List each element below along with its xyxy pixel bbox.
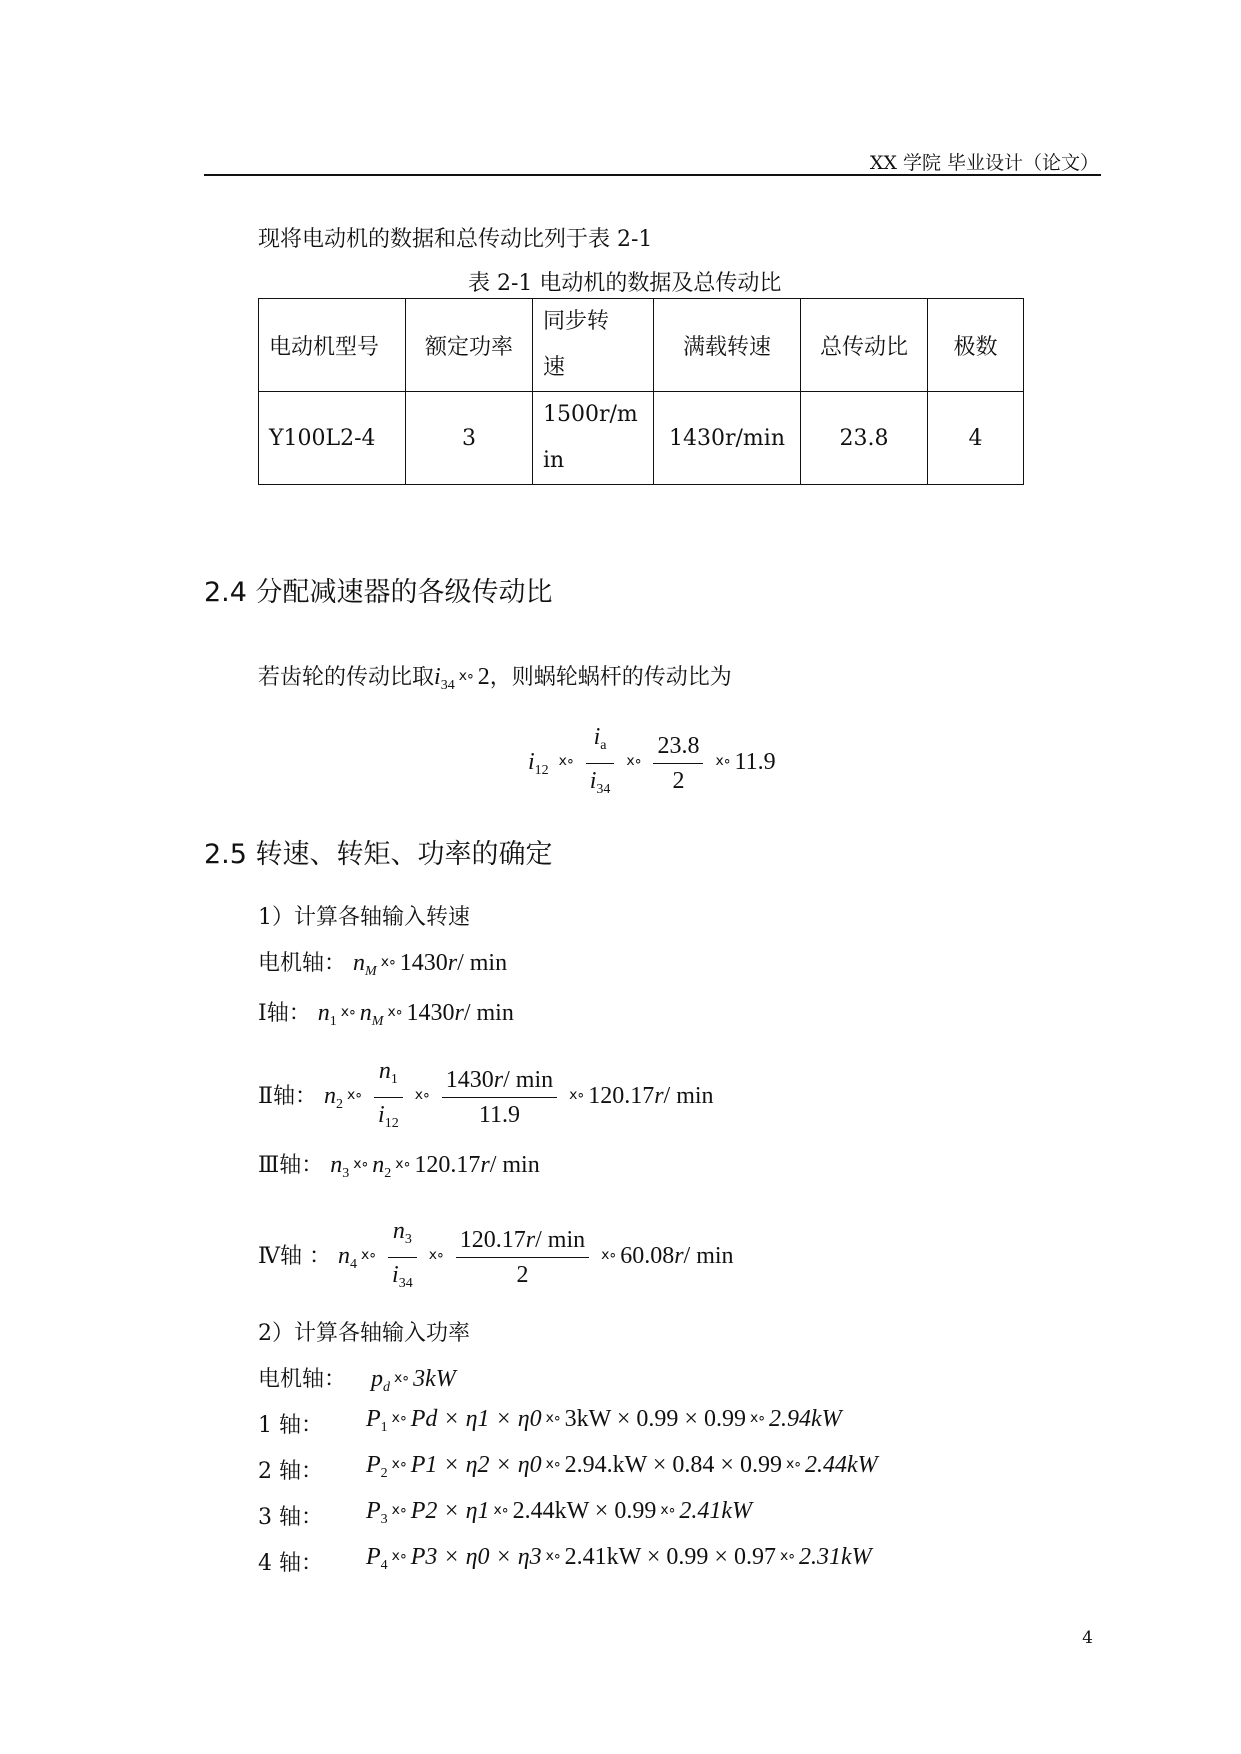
cell-ratio: 23.8 <box>801 392 928 485</box>
axis-2-fraction-2 <box>442 1065 557 1130</box>
sub-1: 1 <box>329 1014 337 1029</box>
table-caption: 表 2-1 电动机的数据及总传动比 <box>468 271 782 296</box>
unit-r: r <box>674 1243 684 1270</box>
page-number: 4 <box>1082 1628 1093 1648</box>
eq-mark: ⅹ∘ <box>558 754 574 770</box>
power-axis-label: 2 轴： <box>258 1459 323 1484</box>
speed-axis-3-line <box>258 1148 540 1182</box>
power-motor-value: 3kW <box>413 1366 456 1392</box>
eq-mark: ⅹ∘ <box>626 754 642 770</box>
power-lhs-sub: 1 <box>380 1420 388 1435</box>
eq-mark: ⅹ∘ <box>601 1248 617 1264</box>
power-result: 2.31kW <box>799 1544 872 1570</box>
cell-power: 3 <box>406 392 533 485</box>
speed-axis-1-value: 1430 <box>406 1000 455 1026</box>
sub-d: d <box>383 1380 391 1395</box>
eq-mark: ⅹ∘ <box>779 1549 796 1564</box>
speed-axis-2-formula <box>323 1058 714 1131</box>
speed-motor-value: 1430 <box>399 950 448 976</box>
cell-sync-line1: 1500r/m <box>543 402 638 427</box>
power-calc: 2.94.kW × 0.84 × 0.99 <box>564 1452 782 1478</box>
eq-mark: ⅹ∘ <box>660 1503 676 1518</box>
sub-2: 2 <box>335 1097 343 1113</box>
power-result: 2.44kW <box>805 1452 878 1478</box>
unit-r: r <box>447 950 458 976</box>
speed-axis-3-formula <box>330 1152 540 1181</box>
power-expr: P2 × η1 <box>410 1498 490 1524</box>
sub-3: 3 <box>342 1166 350 1181</box>
unit-min: / min <box>535 1227 586 1253</box>
unit-min: / min <box>489 1152 540 1178</box>
var-p: p <box>371 1366 384 1392</box>
power-motor-label: 电机轴： <box>258 1367 347 1392</box>
sub-2: 2 <box>384 1166 392 1181</box>
unit-r: r <box>454 1000 464 1026</box>
power-lhs: P <box>366 1498 381 1524</box>
unit-r: r <box>525 1227 536 1253</box>
cell-sync-line2: in <box>543 448 565 473</box>
eq-mark: ⅹ∘ <box>391 1411 407 1426</box>
power-axis-formula <box>366 1544 872 1574</box>
formula-lhs-sub: 12 <box>534 763 549 779</box>
axis-3-value: 120.17 <box>414 1152 481 1178</box>
speed-axis-1-label: Ⅰ轴： <box>258 1001 311 1026</box>
cell-poles: 4 <box>928 392 1024 485</box>
header-cell-ratio: 总传动比 <box>801 299 928 392</box>
eq-mark: ⅹ∘ <box>545 1457 561 1472</box>
ratio-inline-math: $i_{34}ⅹ\circ$ 2 <box>434 664 490 693</box>
axis-4-result: 60.08 <box>620 1243 675 1270</box>
power-result: 2.94kW <box>769 1406 842 1432</box>
power-axis-formula <box>366 1406 842 1436</box>
speed-motor-label: 电机轴： <box>258 951 347 976</box>
f2-den: 2 <box>672 768 685 794</box>
cell-full-load-speed: 1430r/min <box>654 392 801 485</box>
header-cell-poles: 极数 <box>928 299 1024 392</box>
eq-mark: ⅹ∘ <box>785 1457 802 1472</box>
axis-2-result: 120.17 <box>588 1083 655 1110</box>
header-cell-full-load-speed: 满载转速 <box>654 299 801 392</box>
header-cell-model: 电动机型号 <box>259 299 406 392</box>
var-n: n <box>330 1152 343 1178</box>
sub-M: M <box>365 964 377 979</box>
eq-mark: ⅹ∘ <box>391 1457 407 1472</box>
power-axis-2-line <box>258 1452 878 1485</box>
sub-4: 4 <box>349 1257 357 1273</box>
eq-mark: ⅹ∘ <box>380 955 396 970</box>
power-axis-3-line <box>258 1498 753 1531</box>
power-calc: 2.41kW × 0.99 × 0.97 <box>564 1544 776 1570</box>
axis-4-fraction-1 <box>388 1216 417 1299</box>
header-cell-power: 额定功率 <box>406 299 533 392</box>
axis-2-frac-num: 1430 <box>445 1067 494 1093</box>
intro-paragraph: 现将电动机的数据和总传动比列于表 2-1 <box>258 227 653 252</box>
power-expr: P3 × η0 × η3 <box>410 1544 542 1570</box>
power-lhs-sub: 4 <box>380 1558 388 1573</box>
speed-axis-4-formula <box>337 1218 734 1291</box>
unit-min: / min <box>457 950 508 976</box>
var-n: n <box>323 1083 336 1110</box>
eq-mark: ⅹ∘ <box>394 1371 410 1386</box>
unit-r: r <box>493 1067 504 1093</box>
power-calc: 3kW × 0.99 × 0.99 <box>564 1406 746 1432</box>
ratio-text-before: 若齿轮的传动比取 <box>258 665 435 690</box>
unit-r: r <box>654 1083 664 1110</box>
subheading-powers: 2）计算各轴输入功率 <box>258 1321 470 1346</box>
eq-mark: ⅹ∘ <box>493 1503 509 1518</box>
f1-num-sub: a <box>600 738 607 753</box>
power-calc: 2.44kW × 0.99 <box>512 1498 657 1524</box>
unit-min: / min <box>503 1067 554 1093</box>
power-lhs: P <box>366 1452 381 1478</box>
power-lhs: P <box>366 1406 381 1432</box>
power-lhs-sub: 3 <box>380 1512 388 1527</box>
eq-mark: ⅹ∘ <box>360 1248 377 1264</box>
section-2-5-title: 2.5 转速、转矩、功率的确定 <box>204 839 553 870</box>
power-lhs: P <box>366 1544 381 1570</box>
power-axis-label: 4 轴： <box>258 1551 323 1576</box>
unit-min: / min <box>683 1243 734 1270</box>
var-n: n <box>392 1218 405 1244</box>
ratio-fraction-1 <box>586 722 615 805</box>
header-rule <box>204 174 1101 176</box>
sub-M: M <box>371 1014 384 1029</box>
ratio-fraction-2 <box>653 731 703 796</box>
ratio-formula <box>528 722 776 805</box>
motor-data-table <box>258 298 1024 485</box>
eq-mark: ⅹ∘ <box>387 1005 403 1020</box>
ratio-text-after: ，则蜗轮蜗杆的传动比为 <box>489 665 732 690</box>
var-n: n <box>372 1152 385 1178</box>
speed-motor-line <box>258 946 507 980</box>
power-motor-formula <box>371 1366 456 1395</box>
unit-min: / min <box>463 1000 514 1026</box>
sub-12: 12 <box>384 1116 399 1131</box>
power-expr: P1 × η2 × η0 <box>410 1452 542 1478</box>
speed-axis-3-label: Ⅲ轴： <box>258 1153 324 1178</box>
eq-mark: ⅹ∘ <box>391 1503 407 1518</box>
running-header: XX 学院 毕业设计（论文） <box>869 152 1099 174</box>
header-sync-line1: 同步转 <box>543 309 610 334</box>
axis-4-frac-den: 2 <box>516 1262 529 1288</box>
header-cell-sync-speed <box>533 299 654 392</box>
formula-result: 11.9 <box>734 749 776 776</box>
eq-mark: ⅹ∘ <box>340 1005 356 1020</box>
var-i: i <box>378 1102 385 1128</box>
unit-r: r <box>480 1152 490 1178</box>
eq-mark: ⅹ∘ <box>569 1088 585 1104</box>
axis-4-frac-num: 120.17 <box>459 1227 526 1253</box>
power-lhs-sub: 2 <box>380 1466 388 1481</box>
eq-mark: ⅹ∘ <box>715 754 731 770</box>
speed-axis-2-line <box>258 1056 714 1139</box>
var-n: n <box>353 950 366 976</box>
speed-motor-formula <box>353 950 508 979</box>
sub-3: 3 <box>404 1232 412 1247</box>
speed-axis-4-label: Ⅳ轴 ： <box>258 1244 331 1270</box>
power-axis-formula <box>366 1452 878 1482</box>
axis-2-fraction-1 <box>374 1056 403 1139</box>
power-axis-label: 1 轴： <box>258 1413 323 1438</box>
section-2-4-title: 2.4 分配减速器的各级传动比 <box>204 577 553 608</box>
eq-mark: ⅹ∘ <box>749 1411 766 1426</box>
power-axis-formula <box>366 1498 752 1528</box>
cell-model: Y100L2-4 <box>259 392 406 485</box>
header-sync-line2: 速 <box>543 355 566 380</box>
speed-axis-4-line <box>258 1216 734 1299</box>
unit-min: / min <box>663 1083 714 1110</box>
table-header-row <box>259 299 1024 392</box>
axis-2-frac-den: 11.9 <box>478 1102 520 1128</box>
subheading-speeds: 1）计算各轴输入转速 <box>258 905 470 930</box>
eq-mark: ⅹ∘ <box>545 1411 561 1426</box>
eq-mark: ⅹ∘ <box>428 1248 444 1264</box>
var-n: n <box>359 1000 372 1026</box>
eq-mark: ⅹ∘ <box>458 669 474 684</box>
f1-den-sub: 34 <box>596 782 611 797</box>
axis-4-fraction-2 <box>456 1225 589 1290</box>
eq-mark: ⅹ∘ <box>414 1088 430 1104</box>
var-n: n <box>317 1000 330 1026</box>
f1-num: i <box>593 724 601 750</box>
power-motor-line <box>258 1362 456 1396</box>
power-axis-1-line <box>258 1406 842 1439</box>
cell-sync-speed <box>533 392 654 485</box>
eq-mark: ⅹ∘ <box>353 1157 369 1172</box>
f2-num: 23.8 <box>653 731 703 764</box>
power-axis-label: 3 轴： <box>258 1505 323 1530</box>
table-row <box>259 392 1024 485</box>
eq-mark: ⅹ∘ <box>545 1549 561 1564</box>
speed-axis-1-line <box>258 996 514 1030</box>
ratio-sentence <box>258 660 732 694</box>
i34-sub: 34 <box>440 678 455 693</box>
var-i: i <box>392 1262 399 1288</box>
power-axis-4-line <box>258 1544 872 1577</box>
power-expr: Pd × η1 × η0 <box>410 1406 542 1432</box>
var-n: n <box>337 1243 350 1270</box>
sub-1: 1 <box>390 1072 398 1087</box>
formula-lhs: i <box>528 749 535 776</box>
eq-mark: ⅹ∘ <box>346 1088 363 1104</box>
eq-mark: ⅹ∘ <box>395 1157 411 1172</box>
speed-axis-2-label: Ⅱ轴： <box>258 1084 317 1110</box>
eq-mark: ⅹ∘ <box>391 1549 407 1564</box>
power-result: 2.41kW <box>679 1498 753 1524</box>
var-n: n <box>378 1058 391 1084</box>
i34-value: 2 <box>477 664 490 690</box>
speed-axis-1-formula <box>317 1000 514 1029</box>
sub-34: 34 <box>398 1276 413 1291</box>
f1-den: i <box>589 768 597 794</box>
